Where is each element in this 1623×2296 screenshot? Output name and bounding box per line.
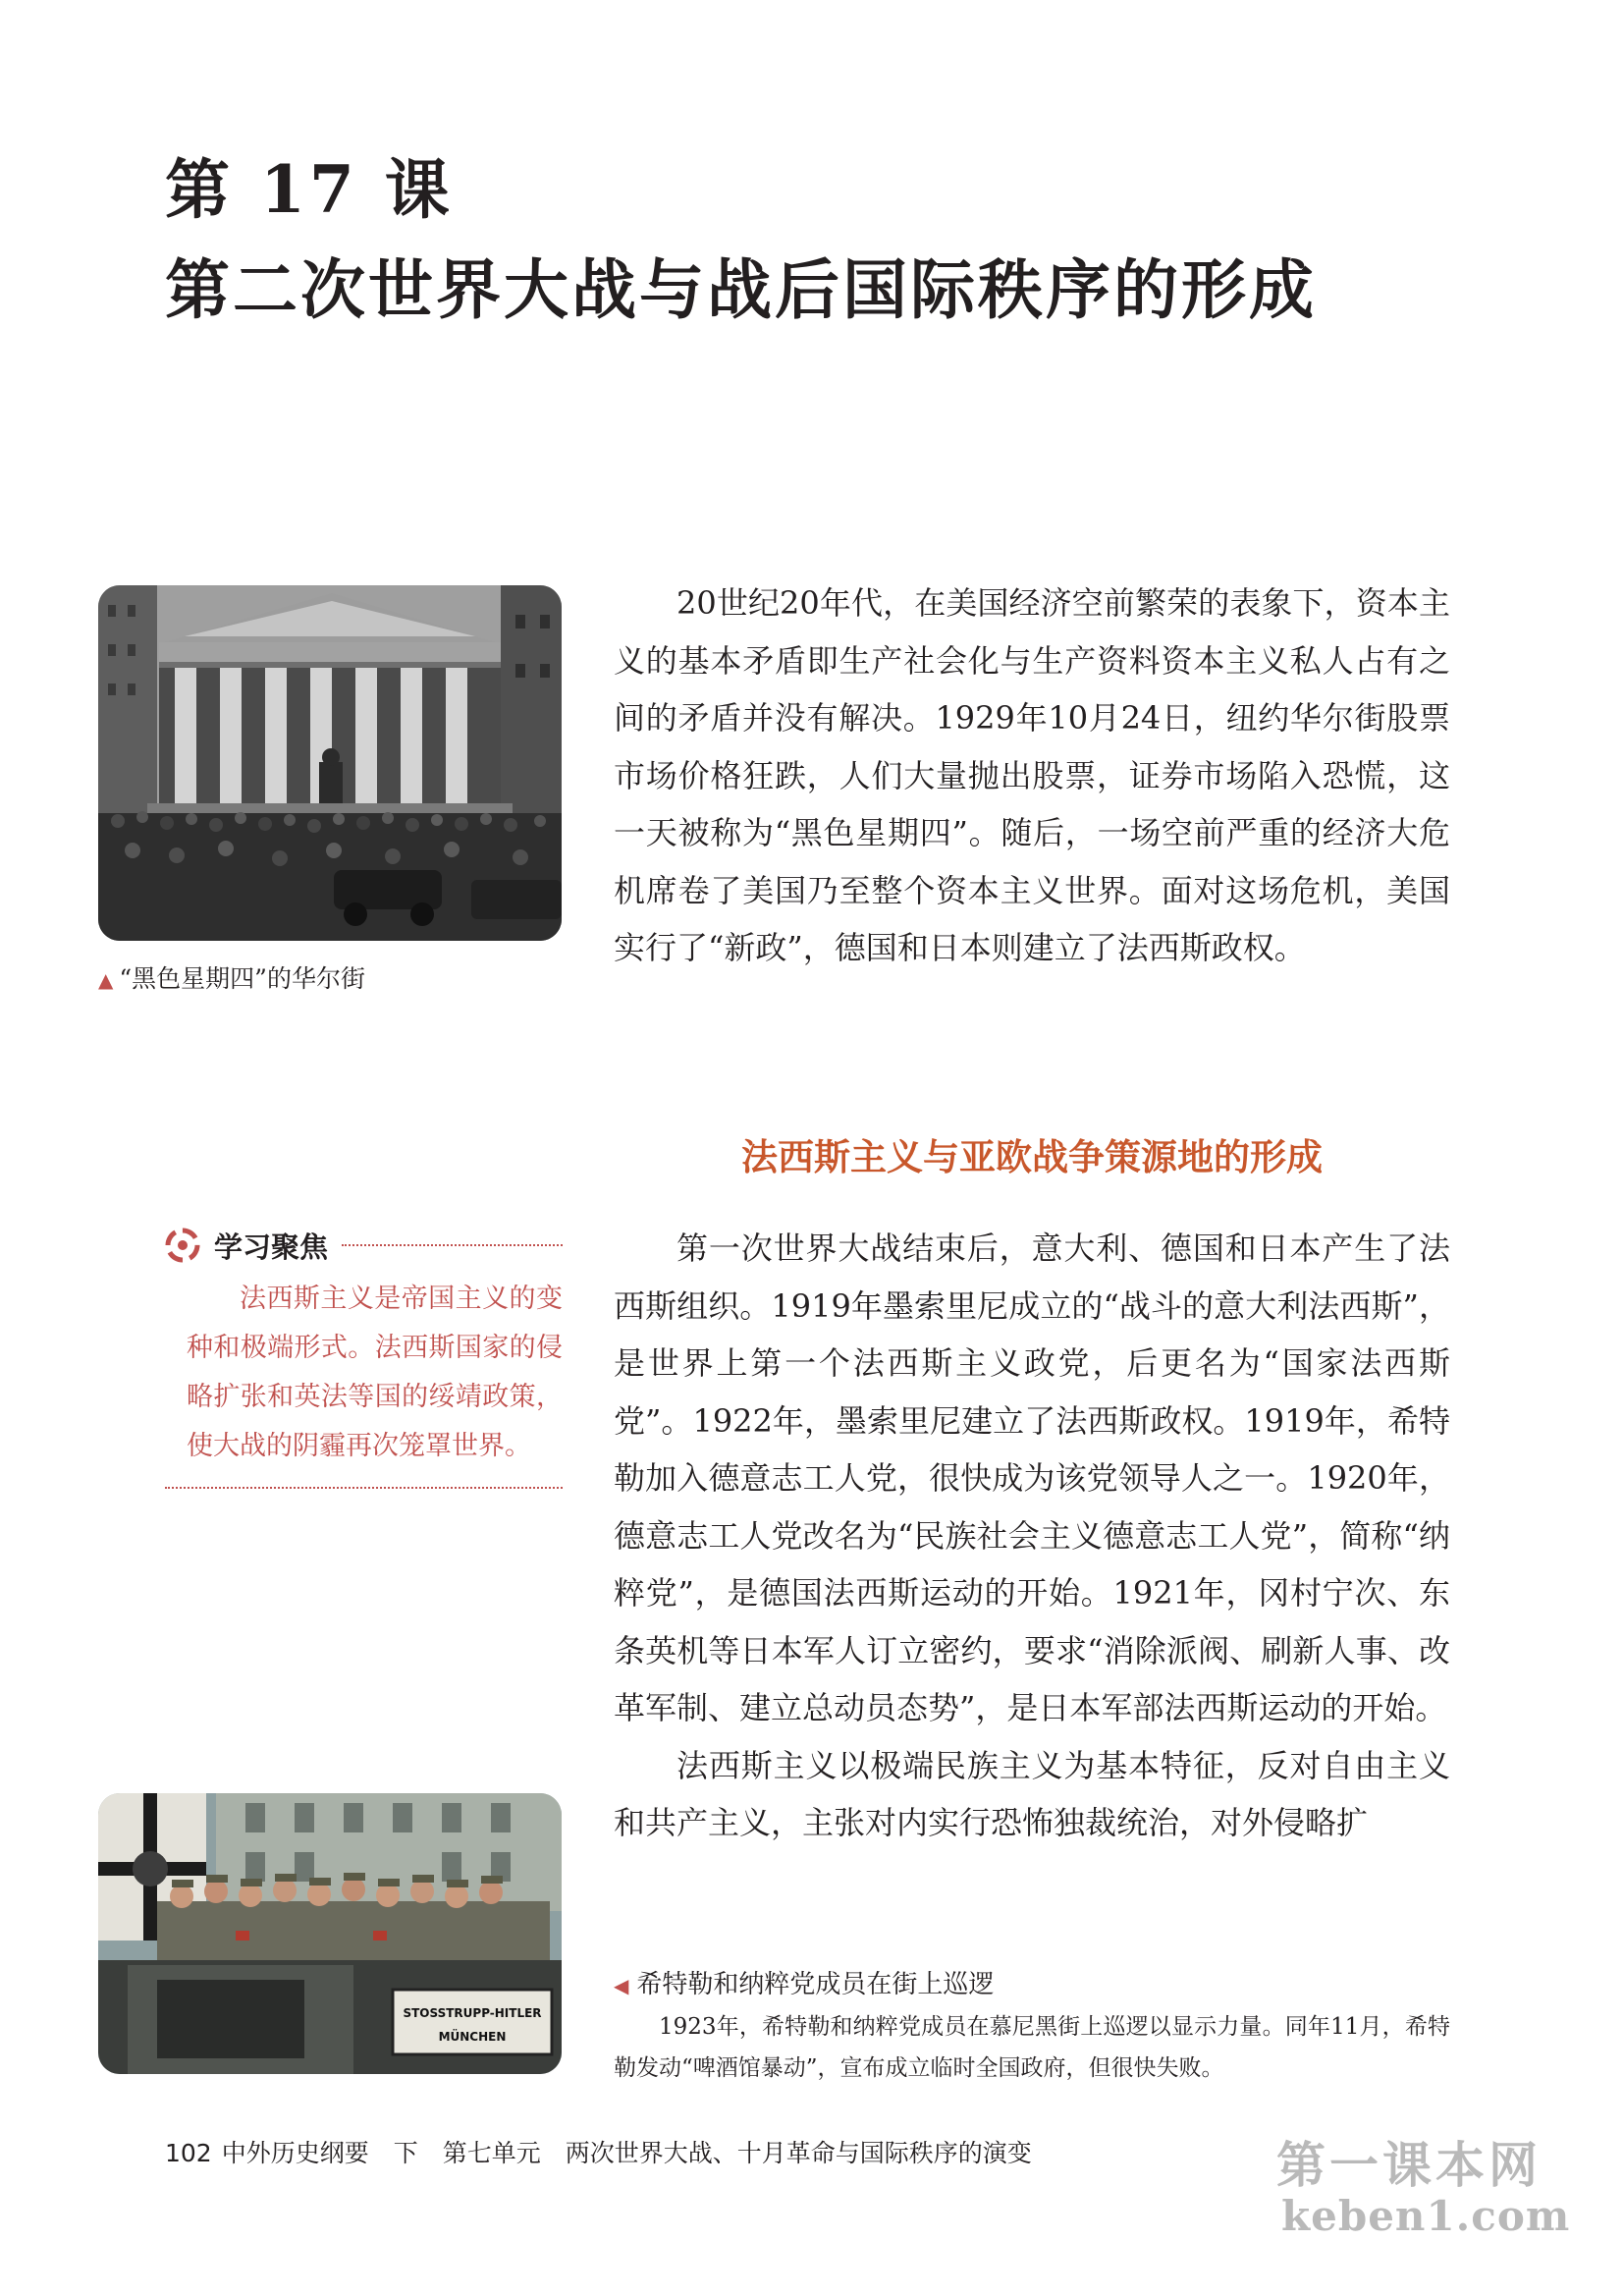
wall-street-caption-text: “黑色星期四”的华尔街: [119, 964, 365, 993]
truck-sign-line1: STOSSTRUPP-HITLER: [403, 2006, 542, 2020]
paragraph-fascist-origins: 第一次世界大战结束后，意大利、德国和日本产生了法西斯组织。1919年墨索里尼成立的“战斗的意大利法西斯”，是世界上第一个法西斯主义政党，后更名为“国家法西斯党”。1922年，墨索里尼建立了法西斯政权。1919年，希特勒加入德意志工人党，很快成为该党领导人之一。1920年，德意志工人党改名为“民族社会主义德意志工人党”，简称“纳粹党”，是德国法西斯运动的开始。1921年，冈村宁次、东条英机等日本军人订立密约，要求“消除派阀、刷新人事、改革军制、建立总动员态势”，是日本军部法西斯运动的开始。: [614, 1230, 1450, 1726]
intro-paragraph: 20世纪20年代，在美国经济空前繁荣的表象下，资本主义的基本矛盾即生产社会化与生产资料资本主义私人占有之间的矛盾并没有解决。1929年10月24日，纽约华尔街股票市场价格狂跌，人们大量抛出股票，证券市场陷入恐慌，这一天被称为“黑色星期四”。随后，一场空前严重的经济大危机席卷了美国乃至整个资本主义世界。面对这场危机，美国实行了“新政”，德国和日本则建立了法西斯政权。: [614, 584, 1450, 966]
focus-dotted-rule: [342, 1244, 563, 1246]
patrol-caption-note: 1923年，希特勒和纳粹党成员在慕尼黑街上巡逻以显示力量。同年11月，希特勒发动“啤酒馆暴动”，宣布成立临时全国政府，但很快失败。: [614, 2014, 1450, 2081]
patrol-caption-text: 希特勒和纳粹党成员在街上巡逻: [636, 1970, 995, 1999]
footer-text: 中外历史纲要 下 第七单元 两次世界大战、十月革命与国际秩序的演变: [221, 2139, 1032, 2167]
wall-street-caption: [98, 964, 365, 994]
paragraph-fascism-features: 法西斯主义以极端民族主义为基本特征，反对自由主义和共产主义，主张对内实行恐怖独裁统治，对外侵略扩: [614, 1746, 1450, 1841]
learning-focus-text: 法西斯主义是帝国主义的变种和极端形式。法西斯国家的侵略扩张和英法等国的绥靖政策，使大战的阴霾再次笼罩世界。: [187, 1284, 563, 1461]
lesson-number: 第 17 课: [165, 151, 454, 228]
truck-sign-line2: MÜNCHEN: [438, 2030, 507, 2044]
watermark-title: 第一课本网: [1276, 2137, 1542, 2194]
focus-target-icon: [165, 1228, 200, 1263]
focus-bottom-rule: [165, 1487, 563, 1489]
page-footer: [165, 2134, 1032, 2169]
caption-triangle-icon: ▲: [98, 968, 114, 992]
patrol-caption: [614, 1964, 994, 2000]
learning-focus-header: [165, 1226, 563, 1265]
section-body: [614, 1220, 1450, 1852]
watermark-url: keben1.com: [1281, 2192, 1571, 2240]
section-heading: 法西斯主义与亚欧战争策源地的形成: [741, 1136, 1323, 1178]
page-number: 102: [165, 2139, 212, 2167]
lesson-title: 第二次世界大战与战后国际秩序的形成: [165, 251, 1317, 328]
learning-focus-title: 学习聚焦: [214, 1230, 329, 1264]
nazi-patrol-photo: [98, 1793, 562, 2074]
wall-street-photo: [98, 585, 562, 941]
learning-focus-box: [165, 1226, 563, 1489]
caption-triangle-left-icon: ◀: [614, 1974, 629, 1997]
